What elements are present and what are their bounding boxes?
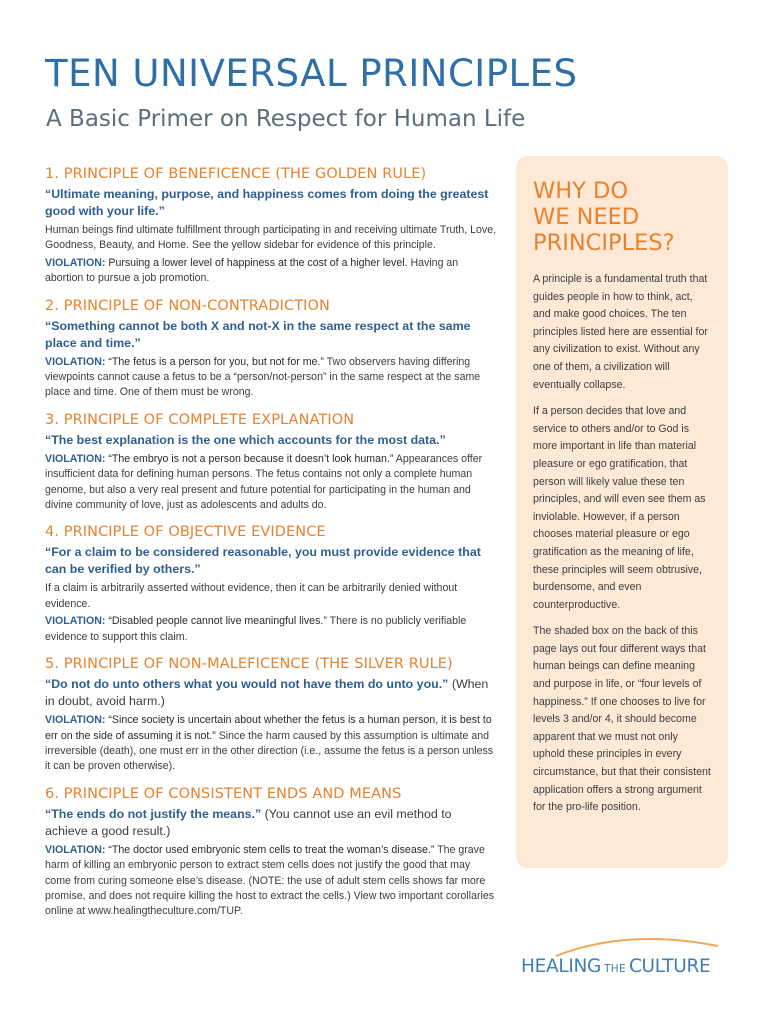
logo-word: THE: [604, 963, 626, 975]
principles-list: [45, 166, 497, 931]
violation-text: Having an abortion to pursue a job promotion.: [45, 256, 459, 285]
principle-violation: [45, 713, 497, 775]
principle-violation: [45, 355, 497, 401]
violation-claim: “Since society is uncertain about whether the fetus is a human person, it is best to err on the side of assuming it is not.”: [45, 714, 492, 742]
corollaries-link[interactable]: View two important corollaries online at www.healingtheculture.com/TUP.: [45, 889, 495, 918]
sidebar-title-line: WE NEED: [533, 204, 640, 230]
quote-text: “The ends do not justify the means.”: [45, 806, 262, 821]
principle-5: [45, 656, 497, 775]
sidebar-title-line: PRINCIPLES?: [533, 230, 675, 256]
sidebar-title-line: WHY DO: [533, 178, 629, 204]
sidebar-title: [533, 178, 712, 256]
violation-label: VIOLATION:: [45, 714, 106, 727]
sidebar-paragraph: A principle is a fundamental truth that guides people in how to think, act, and make good choices. The ten principles listed here are essential for any civilization to exist. Without any one of them, a civilization will eventually collapse.: [533, 273, 708, 391]
violation-label: VIOLATION:: [45, 256, 106, 269]
principle-heading: 2. PRINCIPLE OF NON-CONTRADICTION: [45, 297, 330, 314]
violation-label: VIOLATION:: [45, 843, 106, 856]
violation-text: Two observers having differing viewpoints cannot cause a fetus to be a “person/not-person” in the same respect at the same place and time. One of them must be wrong.: [45, 355, 481, 399]
violation-text: The grave harm of killing an embryonic person to extract stem cells does not justify the good that may come from curing someone else’s disease. (NOTE: the use of adult stem cells shows far more promise, and does not require killing the host to extract the cells.): [45, 843, 486, 902]
violation-text: Since the harm caused by this assumption is ultimate and irreversible (death), one must err in the other direction (i.e., assume the fetus is a person unless it can be proven otherwise).: [45, 729, 494, 773]
logo-word: HEALING: [521, 956, 602, 977]
principle-quote: [45, 676, 497, 710]
violation-label: VIOLATION:: [45, 452, 106, 465]
logo-word: CULTURE: [628, 956, 711, 977]
principle-violation: [45, 452, 497, 514]
principle-1: [45, 166, 497, 287]
violation-claim: “The doctor used embryonic stem cells to treat the woman’s disease.”: [108, 843, 435, 856]
principle-6: [45, 786, 497, 920]
violation-label: VIOLATION:: [45, 615, 106, 628]
principle-violation: [45, 256, 497, 287]
violation-claim: Pursuing a lower level of happiness at the cost of a higher level.: [108, 256, 408, 269]
principle-violation: [45, 614, 497, 645]
violation-label: VIOLATION:: [45, 355, 106, 368]
violation-text: Appearances offer insufficient data for defining human persons. The fetus contains not only a complete human genome, but also a very real present and future potential for participating in the human and divine community of love, just as adolescents and adults do.: [45, 452, 483, 512]
violation-claim: “Disabled people cannot live meaningful lives.”: [108, 615, 327, 628]
page-subtitle: A Basic Primer on Respect for Human Life: [46, 106, 526, 132]
principle-2: [45, 298, 497, 401]
principle-heading: 3. PRINCIPLE OF COMPLETE EXPLANATION: [45, 411, 355, 428]
principle-body: If a claim is arbitrarily asserted without evidence, then it can be arbitrarily denied without evidence.: [45, 582, 458, 610]
principle-body: Human beings find ultimate fulfillment through participating in and receiving ultimate Truth, Love, Goodness, Beauty, and Home. See the yellow sidebar for evidence of this principle.: [45, 224, 497, 252]
quote-note: (When in doubt, avoid harm.): [45, 677, 489, 709]
quote-text: “Do not do unto others what you would not have them do unto you.”: [45, 677, 449, 692]
principle-4: [45, 524, 497, 645]
principle-violation: [45, 843, 497, 920]
sidebar-paragraph: The shaded box on the back of this page lays out four different ways that human beings can define meaning and purpose in life, or “four levels of happiness.” If one chooses to live for levels 3 and/or 4, it should become apparent that we must not only uphold these principles in every circumstance, but that their consistent application offers a strong argument for the pro-life position.: [533, 625, 711, 814]
principle-heading: 4. PRINCIPLE OF OBJECTIVE EVIDENCE: [45, 524, 326, 541]
principle-quote: “The best explanation is the one which accounts for the most data.”: [45, 432, 446, 447]
violation-text: There is no publicly verifiable evidence to support this claim.: [45, 615, 467, 643]
principle-3: [45, 412, 497, 514]
principle-heading: 5. PRINCIPLE OF NON-MALEFICENCE (THE SILVER RULE): [45, 656, 453, 673]
healing-the-culture-logo: [518, 934, 730, 984]
principle-quote: “Ultimate meaning, purpose, and happiness comes from doing the greatest good with your life.”: [45, 187, 489, 218]
violation-claim: “The fetus is a person for you, but not for me.”: [108, 355, 324, 368]
violation-claim: “The embryo is not a person because it doesn’t look human.”: [108, 452, 394, 465]
principle-heading: 1. PRINCIPLE OF BENEFICENCE (THE GOLDEN RULE): [45, 166, 427, 182]
why-principles-sidebar: [516, 156, 728, 868]
principle-quote: “For a claim to be considered reasonable, you must provide evidence that can be verified by others.”: [45, 545, 481, 577]
quote-note: (You cannot use an evil method to achieve a good result.): [45, 806, 452, 838]
page-title: TEN UNIVERSAL PRINCIPLES: [45, 52, 578, 95]
principle-quote: [45, 806, 497, 840]
logo-wordmark: [521, 956, 710, 977]
principle-heading: 6. PRINCIPLE OF CONSISTENT ENDS AND MEANS: [45, 785, 402, 802]
principle-quote: “Something cannot be both X and not-X in the same respect at the same place and time.”: [45, 318, 471, 350]
sidebar-paragraph: If a person decides that love and service to others and/or to God is more important in life than material pleasure or ego gratification, that person will likely value these ten principles, and will even see them as inviolable. However, if a person chooses material pleasure or ego gratification as the meaning of life, these principles will seem obtrusive, burdensome, and even counterproductive.: [533, 405, 706, 611]
